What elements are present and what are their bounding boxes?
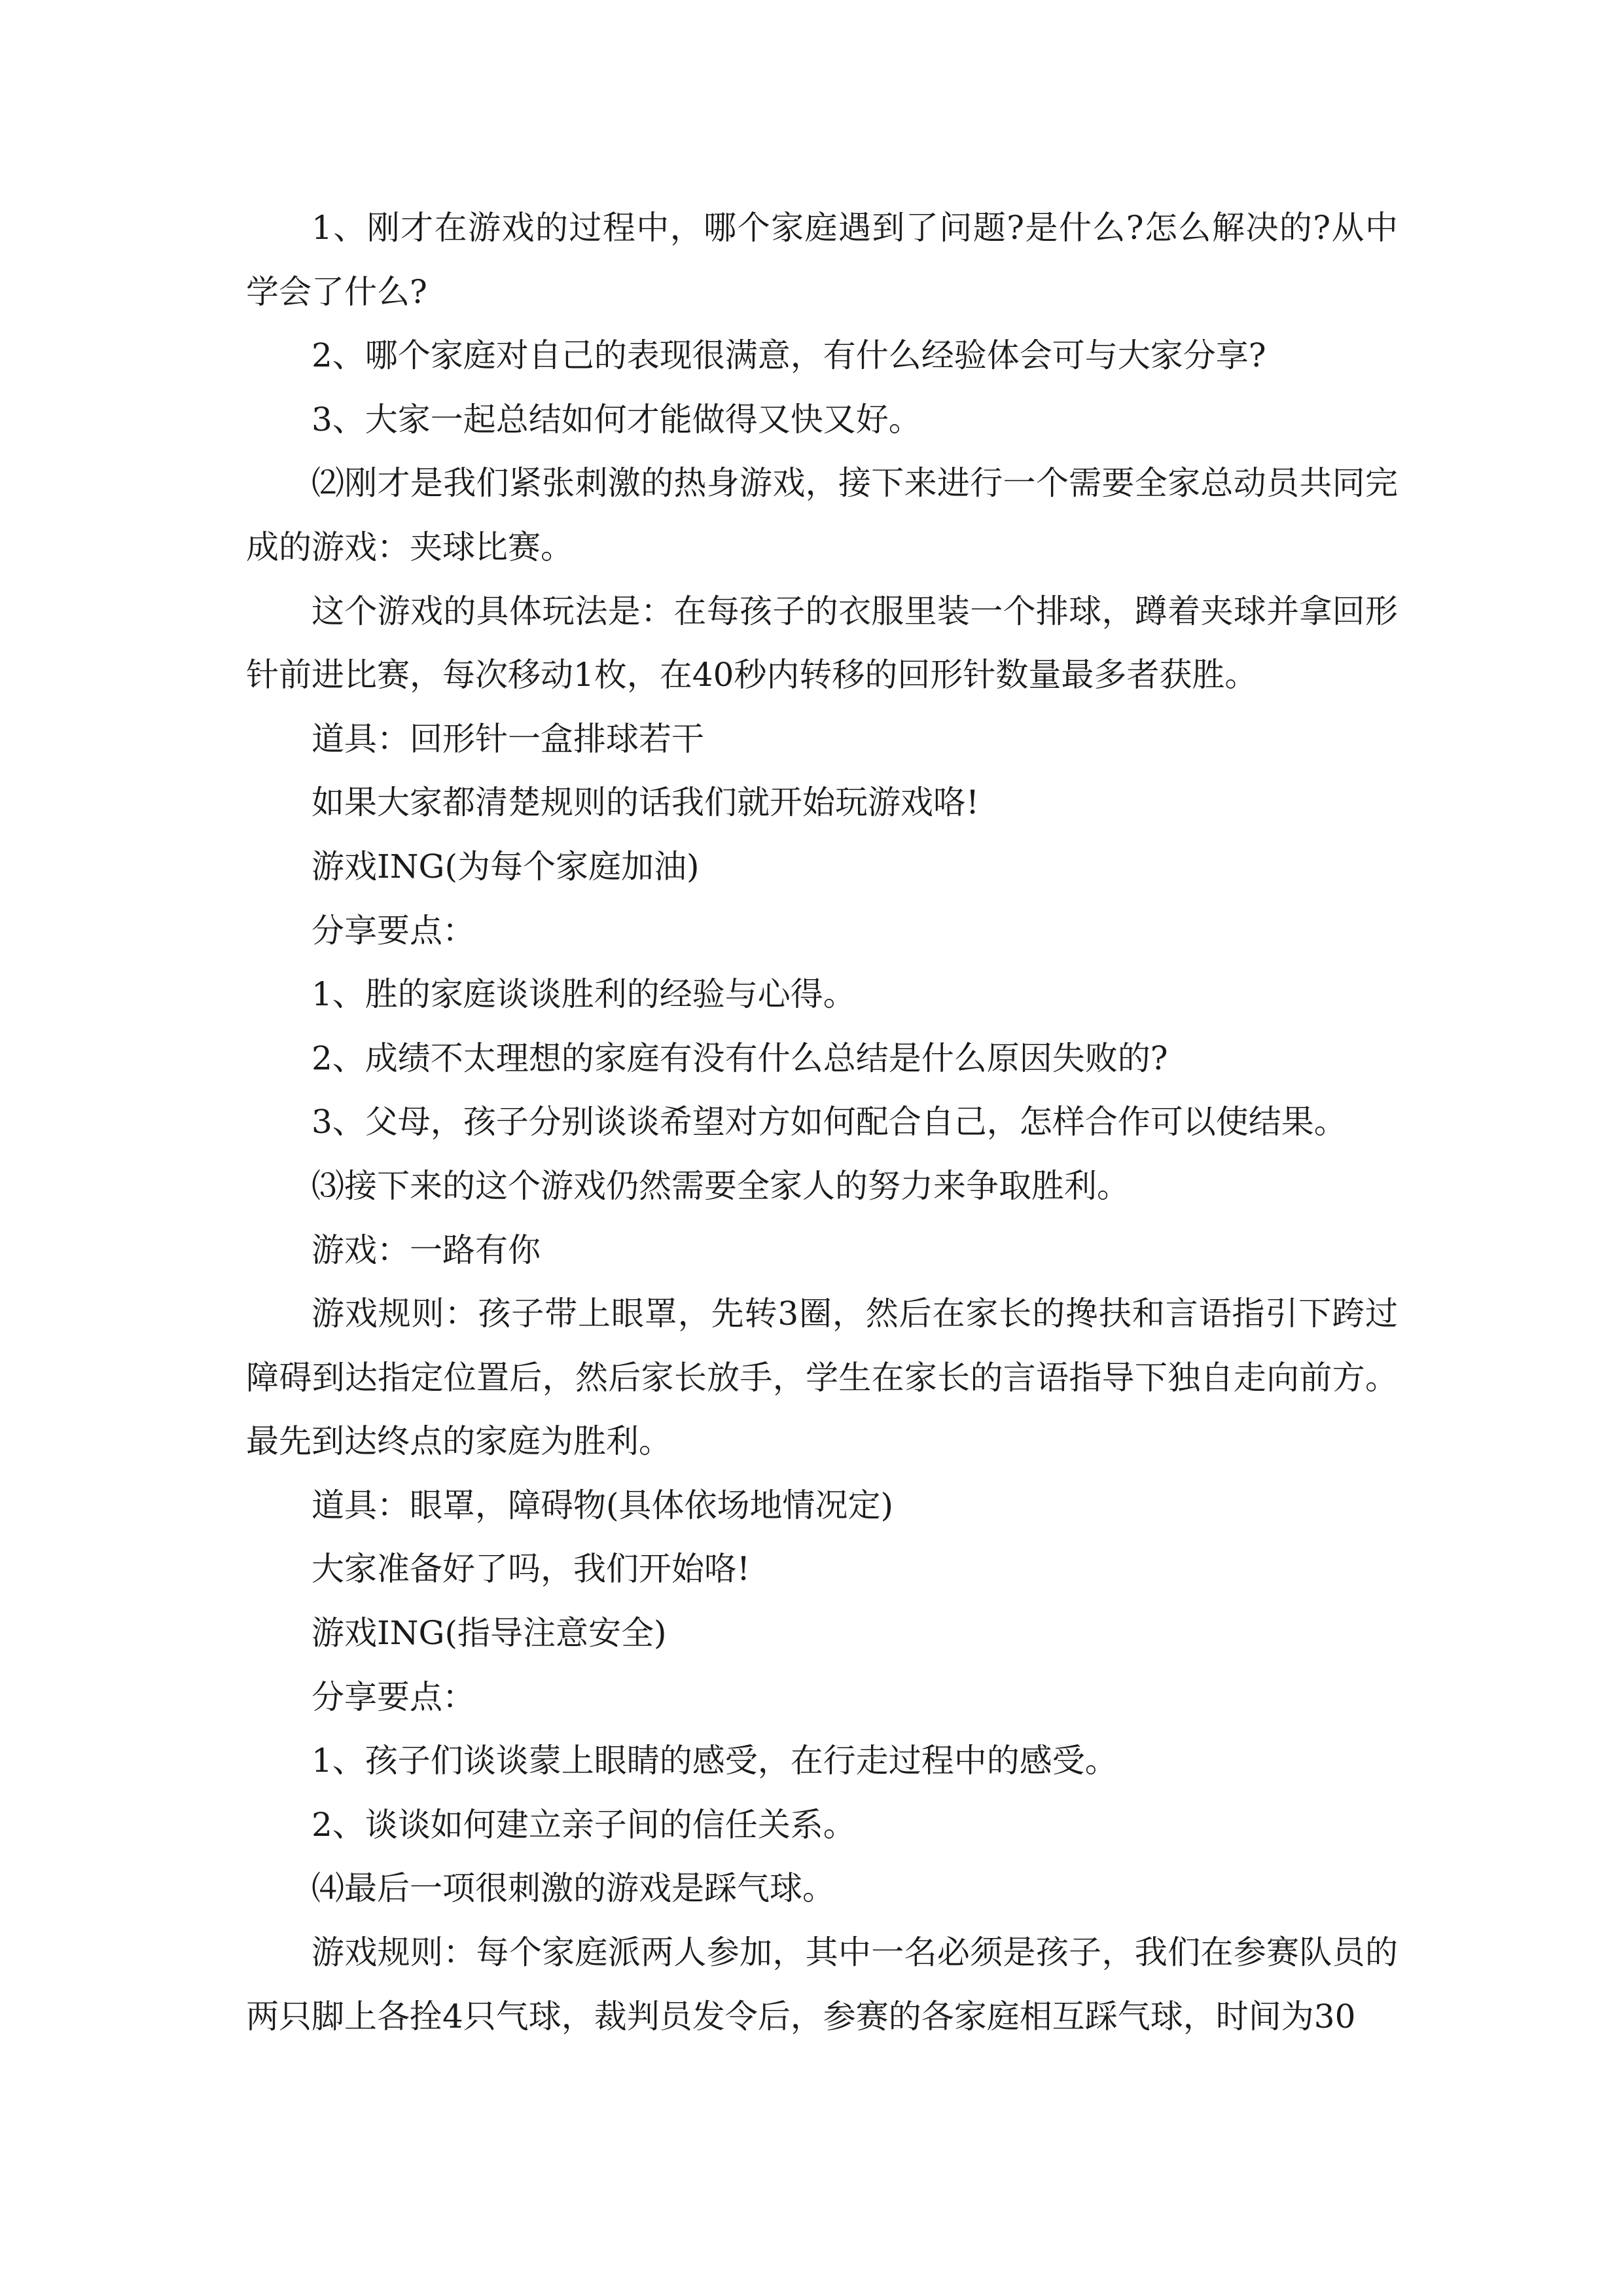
paragraph-13: ⑶接下来的这个游戏仍然需要全家人的努力来争取胜利。 xyxy=(312,1166,1130,1205)
paragraph-1: 1、刚才在游戏的过程中，哪个家庭遇到了问题?是什么?怎么解决的?从中学会了什么? xyxy=(246,209,1398,311)
document-body xyxy=(246,196,1398,2049)
paragraph-5: 这个游戏的具体玩法是：在每孩子的衣服里装一个排球，蹲着夹球并拿回形针前进比赛，每次移动1枚，在40秒内转移的回形针数量最多者获胜。 xyxy=(246,592,1398,694)
paragraph-9: 分享要点： xyxy=(312,911,475,950)
paragraph-7: 如果大家都清楚规则的话我们就开始玩游戏咯! xyxy=(312,783,980,822)
paragraph-15: 游戏规则：孩子带上眼罩，先转3圈，然后在家长的搀扶和言语指引下跨过障碍到达指定位置后，然后家长放手，学生在家长的言语指导下独自走向前方。最先到达终点的家庭为胜利。 xyxy=(246,1295,1398,1461)
paragraph-12: 3、父母，孩子分别谈谈希望对方如何配合自己，怎样合作可以使结果。 xyxy=(312,1103,1347,1141)
paragraph-23: 游戏规则：每个家庭派两人参加，其中一名必须是孩子，我们在参赛队员的两只脚上各拴4只气球，裁判员发令后，参赛的各家庭相互踩气球，时间为30 xyxy=(246,1933,1398,2036)
paragraph-6: 道具：回形针一盒排球若干 xyxy=(312,719,704,758)
paragraph-17: 大家准备好了吗，我们开始咯! xyxy=(312,1550,751,1588)
paragraph-18: 游戏ING(指导注意安全) xyxy=(312,1614,667,1653)
paragraph-19: 分享要点： xyxy=(312,1677,475,1716)
paragraph-3: 3、大家一起总结如何才能做得又快又好。 xyxy=(312,400,921,439)
paragraph-11: 2、成绩不太理想的家庭有没有什么总结是什么原因失败的? xyxy=(312,1039,1168,1077)
paragraph-4: ⑵刚才是我们紧张刺激的热身游戏，接下来进行一个需要全家总动员共同完成的游戏：夹球比赛。 xyxy=(246,464,1398,566)
paragraph-14: 游戏：一路有你 xyxy=(312,1230,541,1269)
paragraph-10: 1、胜的家庭谈谈胜利的经验与心得。 xyxy=(312,975,856,1014)
paragraph-16: 道具：眼罩，障碍物(具体依场地情况定) xyxy=(312,1486,894,1524)
paragraph-21: 2、谈谈如何建立亲子间的信任关系。 xyxy=(312,1805,856,1844)
paragraph-8: 游戏ING(为每个家庭加油) xyxy=(312,847,700,886)
paragraph-20: 1、孩子们谈谈蒙上眼睛的感受，在行走过程中的感受。 xyxy=(312,1742,1118,1780)
paragraph-22: ⑷最后一项很刺激的游戏是踩气球。 xyxy=(312,1869,835,1908)
paragraph-2: 2、哪个家庭对自己的表现很满意，有什么经验体会可与大家分享? xyxy=(312,336,1266,375)
